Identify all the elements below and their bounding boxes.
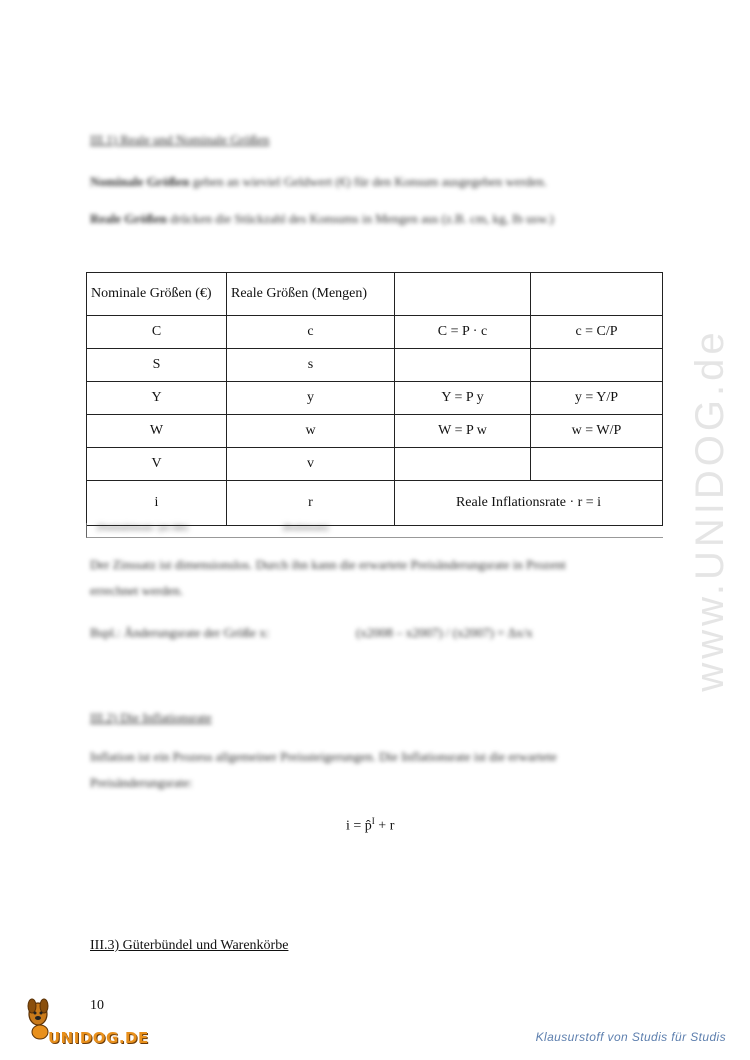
real-term: Reale Größen bbox=[90, 211, 167, 226]
footer-nominal-note: (Nominalzinssatz / pro Jahr) bbox=[97, 523, 188, 532]
cell-inverse: y = Y/P bbox=[531, 382, 663, 415]
cell-inverse bbox=[531, 349, 663, 382]
real-text: drücken die Stückzahl des Konsums in Mengen aus (z.B. cm, kg, Ib usw.) bbox=[166, 211, 554, 226]
cell-relation bbox=[395, 448, 531, 481]
formula-tail: + r bbox=[374, 818, 395, 834]
cell-inverse: w = W/P bbox=[531, 415, 663, 448]
inflation-paragraph-line1: Inflation ist ein Prozess allgemeiner Preissteigerungen. Die Inflationsrate ist die erwartete bbox=[90, 749, 557, 764]
cell-relation: Y = P y bbox=[395, 382, 531, 415]
logo-text: UNIDOG.DE bbox=[48, 1029, 149, 1047]
nominal-real-table bbox=[86, 272, 663, 526]
cell-nominal: i bbox=[87, 481, 227, 526]
nominal-term: Nominale Größen bbox=[90, 174, 190, 189]
cell-real: y bbox=[227, 382, 395, 415]
cell-nominal: C bbox=[87, 316, 227, 349]
cell-inflation-relation: Reale Inflationsrate · r = i bbox=[395, 481, 663, 526]
interest-paragraph-line1: Der Zinssatz ist dimensionslos. Durch ihn kann die erwartete Preisänderungsrate in Prozent bbox=[90, 557, 566, 572]
header-empty-4 bbox=[531, 273, 663, 316]
header-nominal: Nominale Größen (€) bbox=[87, 273, 227, 316]
table-row bbox=[87, 349, 663, 382]
section-heading-3: III.3) Güterbündel und Warenkörbe bbox=[90, 938, 289, 953]
cell-nominal: W bbox=[87, 415, 227, 448]
cell-nominal: S bbox=[87, 349, 227, 382]
cell-relation: C = P · c bbox=[395, 316, 531, 349]
formula-main: i = p̂ bbox=[346, 818, 372, 834]
cell-real: v bbox=[227, 448, 395, 481]
inflation-formula bbox=[346, 816, 394, 835]
cell-relation bbox=[395, 349, 531, 382]
table-row-interest bbox=[87, 481, 663, 526]
page-number: 10 bbox=[90, 998, 104, 1013]
table-row bbox=[87, 415, 663, 448]
example-formula: (x2008 – x2007) / (x2007) = Δx/x bbox=[356, 625, 533, 640]
cell-relation: W = P w bbox=[395, 415, 531, 448]
cell-real: w bbox=[227, 415, 395, 448]
real-definition bbox=[90, 206, 554, 232]
header-empty-3 bbox=[395, 273, 531, 316]
nominal-definition bbox=[90, 169, 547, 195]
formula-superscript: I bbox=[371, 816, 375, 826]
table-footer-strip bbox=[86, 523, 663, 538]
cell-inverse bbox=[531, 448, 663, 481]
table-row bbox=[87, 448, 663, 481]
inflation-paragraph-line2: Preisänderungsrate: bbox=[90, 775, 193, 790]
nominal-text: geben an wieviel Geldwert (€) für den Konsum ausgegeben werden. bbox=[189, 174, 548, 189]
cell-real: s bbox=[227, 349, 395, 382]
footer-tagline: Klausurstoff von Studis für Studis bbox=[535, 1030, 726, 1044]
interest-paragraph-line2: errechnet werden. bbox=[90, 583, 184, 598]
section-heading-2: III.2) Die Inflationsrate bbox=[90, 710, 212, 725]
footer-real-note: (Realzinssatz) bbox=[283, 523, 329, 532]
table-row bbox=[87, 316, 663, 349]
section-heading-1: III.1) Reale und Nominale Größen bbox=[90, 132, 270, 147]
cell-inverse: c = C/P bbox=[531, 316, 663, 349]
table-header-row bbox=[87, 273, 663, 316]
cell-nominal: Y bbox=[87, 382, 227, 415]
header-real: Reale Größen (Mengen) bbox=[227, 273, 395, 316]
cell-nominal: V bbox=[87, 448, 227, 481]
table-row bbox=[87, 382, 663, 415]
cell-real: c bbox=[227, 316, 395, 349]
cell-real: r bbox=[227, 481, 395, 526]
example-label: Bspl.: Änderungsrate der Größe x: bbox=[90, 625, 270, 640]
watermark-text: www.UNIDOG.de bbox=[688, 328, 732, 692]
